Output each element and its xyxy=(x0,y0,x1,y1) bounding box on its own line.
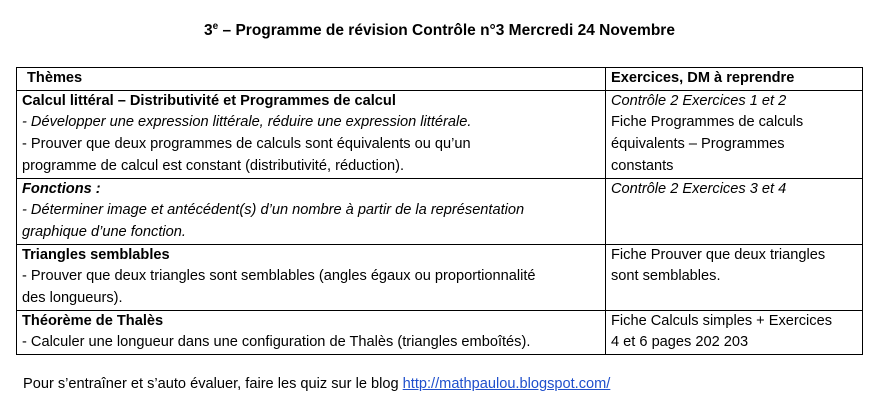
page-title xyxy=(0,21,879,41)
table-header-row xyxy=(17,68,863,91)
exercise-line: constants xyxy=(611,157,674,174)
exercise-line: Fiche Programmes de calculs xyxy=(611,114,804,131)
theme-title: Fonctions : xyxy=(22,180,101,197)
exercises-cell xyxy=(606,310,863,354)
title-text: – Programme de révision Contrôle n°3 Mercredi 24 Novembre xyxy=(218,22,675,39)
header-exercises: Exercices, DM à reprendre xyxy=(606,68,863,91)
table-row xyxy=(17,90,863,178)
footer-note xyxy=(23,374,610,394)
theme-line: - Déterminer image et antécédent(s) d’un nombre à partir de la représentation xyxy=(22,202,525,219)
table-row xyxy=(17,244,863,310)
exercise-line: Contrôle 2 Exercices 1 et 2 xyxy=(611,92,787,109)
theme-title: Théorème de Thalès xyxy=(22,312,164,329)
exercise-line: Fiche Calculs simples + Exercices xyxy=(611,312,833,329)
theme-line: des longueurs). xyxy=(22,290,123,307)
exercise-line: sont semblables. xyxy=(611,268,721,285)
theme-line: - Calculer une longueur dans une configuration de Thalès (triangles emboîtés). xyxy=(22,334,531,351)
theme-line: graphique d’une fonction. xyxy=(22,223,186,240)
theme-line: - Prouver que deux triangles sont semblables (angles égaux ou proportionnalité xyxy=(22,268,536,285)
theme-line: programme de calcul est constant (distributivité, réduction). xyxy=(22,157,405,174)
table-row xyxy=(17,178,863,244)
exercise-line: 4 et 6 pages 202 203 xyxy=(611,334,749,351)
theme-line: - Prouver que deux programmes de calculs sont équivalents ou qu’un xyxy=(22,136,471,153)
revision-table xyxy=(16,67,863,355)
theme-cell xyxy=(17,310,606,354)
blog-link[interactable]: http://mathpaulou.blogspot.com/ xyxy=(402,376,611,392)
theme-line: - Développer une expression littérale, réduire une expression littérale. xyxy=(22,114,472,131)
exercises-cell xyxy=(606,90,863,178)
theme-cell xyxy=(17,178,606,244)
theme-title: Triangles semblables xyxy=(22,246,170,263)
title-grade-superscript: e xyxy=(212,21,219,32)
header-themes: Thèmes xyxy=(17,68,606,91)
exercises-cell xyxy=(606,244,863,310)
table-row xyxy=(17,310,863,354)
footer-text: Pour s’entraîner et s’auto évaluer, faire les quiz sur le blog xyxy=(23,376,403,392)
title-grade: 3 xyxy=(204,22,213,39)
theme-cell xyxy=(17,90,606,178)
exercises-cell xyxy=(606,178,863,244)
theme-cell xyxy=(17,244,606,310)
exercise-line: Fiche Prouver que deux triangles xyxy=(611,246,826,263)
theme-title: Calcul littéral – Distributivité et Programmes de calcul xyxy=(22,92,396,109)
exercise-line: équivalents – Programmes xyxy=(611,136,785,153)
exercise-line: Contrôle 2 Exercices 3 et 4 xyxy=(611,180,787,197)
